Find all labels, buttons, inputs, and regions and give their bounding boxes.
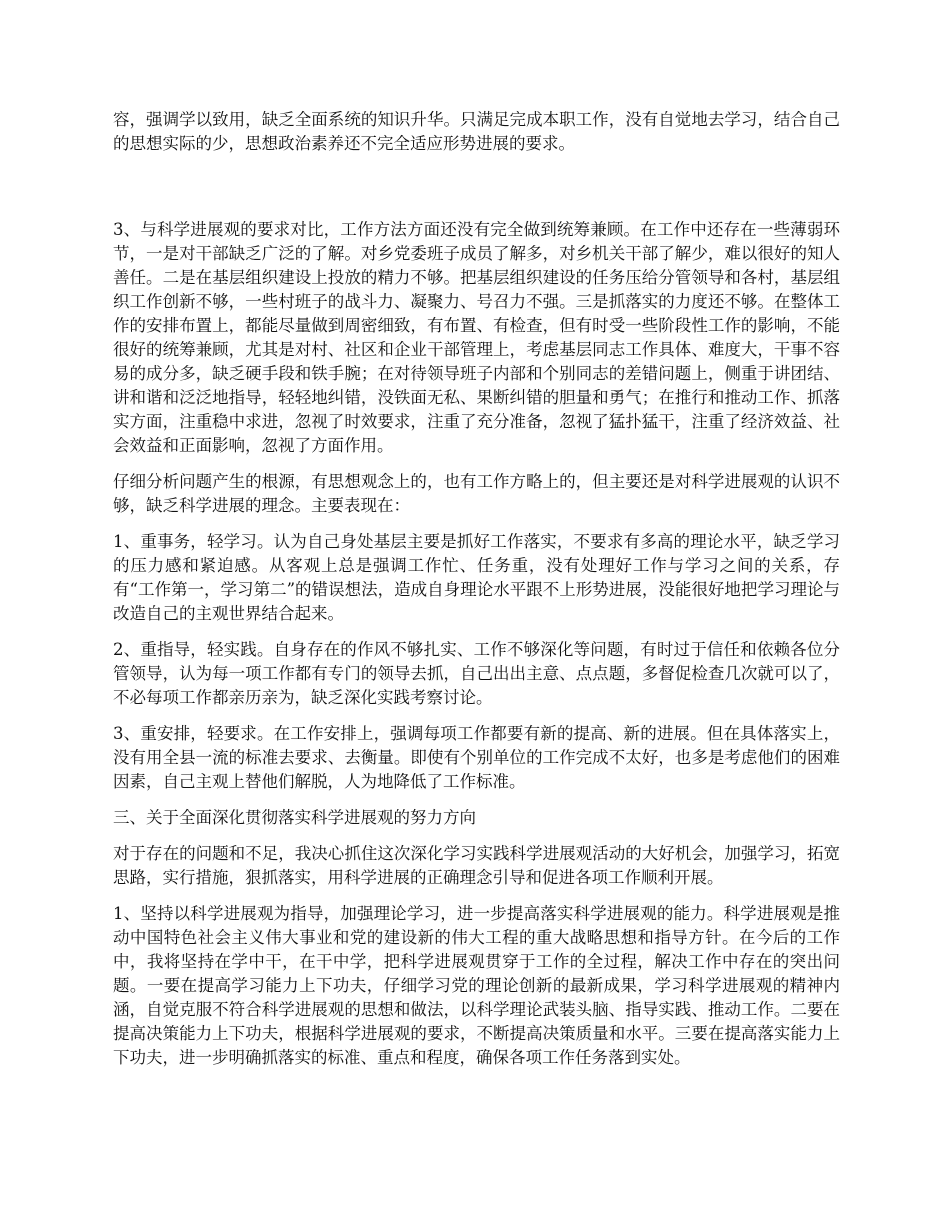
- document-body: [113, 108, 840, 1082]
- paragraph-continuation: 容，强调学以致用，缺乏全面系统的知识升华。只满足完成本职工作，没有自觉地去学习，结合自己的思想实际的少，思想政治素养还不完全适应形势进展的要求。: [113, 110, 840, 153]
- paragraph-issue-study: 1、重事务，轻学习。认为自己身处基层主要是抓好工作落实，不要求有多高的理论水平，缺乏学习的压力感和紧迫感。从客观上总是强调工作忙、任务重，没有处理好工作与学习之间的关系，存有“工作第一，学习第二”的错误想法，造成自身理论水平跟不上形势进展，没能很好地把学习理论与改造自己的主观世界结合起来。: [113, 532, 840, 623]
- paragraph-issue-requirements: 3、重安排，轻要求。在工作安排上，强调每项工作都要有新的提高、新的进展。但在具体落实上，没有用全县一流的标准去要求、去衡量。即使有个别单位的工作完成不太好，也多是考虑他们的困难因素，自己主观上替他们解脱，人为地降低了工作标准。: [113, 724, 840, 791]
- paragraph-resolution: 对于存在的问题和不足，我决心抓住这次深化学习实践科学进展观活动的大好机会，加强学习，拓宽思路，实行措施，狠抓落实，用科学进展的正确理念引导和促进各项工作顺利开展。: [113, 844, 840, 887]
- paragraph-direction-1: 1、坚持以科学进展观为指导，加强理论学习，进一步提高落实科学进展观的能力。科学进展观是推动中国特色社会主义伟大事业和党的建设新的伟大工程的重大战略思想和指导方针。在今后的工作中，我将坚持在学中干，在干中学，把科学进展观贯穿于工作的全过程，解决工作中存在的突出问题。一要在提高学习能力上下功夫，仔细学习党的理论创新的最新成果，学习科学进展观的精神内涵，自觉克服不符合科学进展观的思想和做法，以科学理论武装头脑、指导实践、推动工作。二要在提高决策能力上下功夫，根据科学进展观的要求，不断提高决策质量和水平。三要在提高落实能力上下功夫，进一步明确抓落实的标准、重点和程度，确保各项工作任务落到实处。: [113, 904, 840, 1067]
- section-heading: 三、关于全面深化贯彻落实科学进展观的努力方向: [113, 808, 476, 827]
- paragraph-issue-practice: 2、重指导，轻实践。自身存在的作风不够扎实、工作不够深化等问题，有时过于信任和依赖各位分管领导，认为每一项工作都有专门的领导去抓，自己出出主意、点点题，多督促检查几次就可以了，不必每项工作都亲历亲为，缺乏深化实践考察讨论。: [113, 640, 840, 707]
- paragraph-root-cause: 仔细分析问题产生的根源，有思想观念上的，也有工作方略上的，但主要还是对科学进展观的认识不够，缺乏科学进展的理念。主要表现在：: [113, 472, 840, 515]
- paragraph-work-method: 3、与科学进展观的要求对比，工作方法方面还没有完全做到统筹兼顾。在工作中还存在一些薄弱环节，一是对干部缺乏广泛的了解。对乡党委班子成员了解多，对乡机关干部了解少，难以很好的知人善任。二是在基层组织建设上投放的精力不够。把基层组织建设的任务压给分管领导和各村，基层组织工作创新不够，一些村班子的战斗力、凝聚力、号召力不强。三是抓落实的力度还不够。在整体工作的安排布置上，都能尽量做到周密细致，有布置、有检查，但有时受一些阶段性工作的影响，不能很好的统筹兼顾，尤其是对村、社区和企业干部管理上，考虑基层同志工作具体、难度大，干事不容易的成分多，缺乏硬手段和铁手腕；在对待领导班子内部和个别同志的差错问题上，侧重于讲团结、讲和谐和泛泛地指导，轻轻地纠错，没铁面无私、果断纠错的胆量和勇气；在推行和推动工作、抓落实方面，注重稳中求进，忽视了时效要求，注重了充分准备，忽视了猛扑猛干，注重了经济效益、社会效益和正面影响，忽视了方面作用。: [113, 220, 840, 455]
